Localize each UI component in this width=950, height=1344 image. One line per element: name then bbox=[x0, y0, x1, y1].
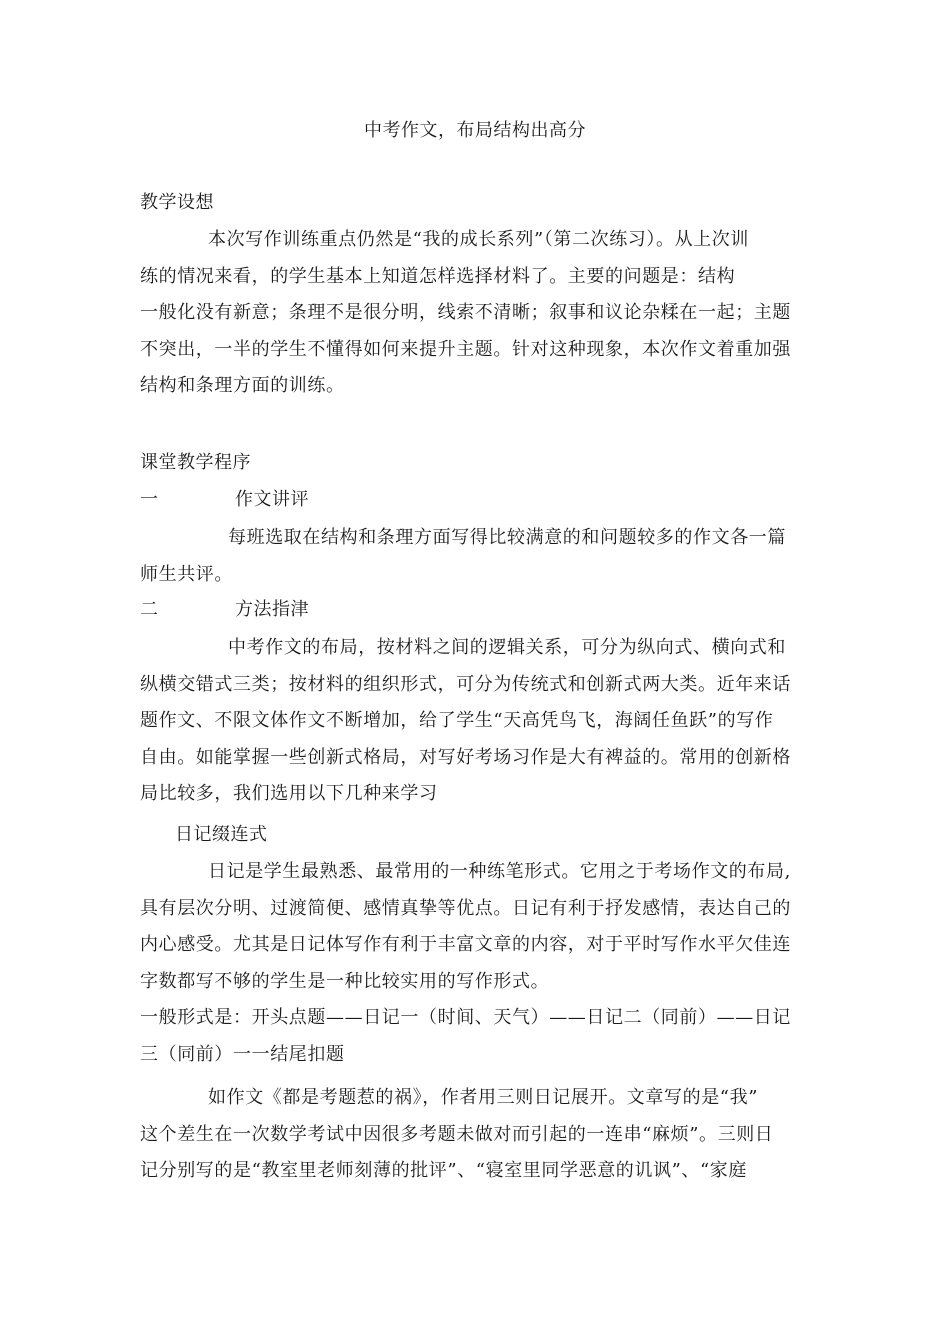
paragraph-line: 字数都写不够的学生是一种比较实用的写作形式。 bbox=[140, 970, 550, 992]
paragraph-line: 内心感受。尤其是日记体写作有利于丰富文章的内容，对于平时写作水平欠佳连 bbox=[140, 934, 791, 955]
paragraph-line: 日记是学生最熟悉、最常用的一种练笔形式。它用之于考场作文的布局, bbox=[208, 861, 791, 882]
paragraph-line: 如作文《都是考题惹的祸》，作者用三则日记展开。文章写的是“我” bbox=[208, 1087, 759, 1108]
paragraph-line: 师生共评。 bbox=[140, 563, 233, 585]
paragraph-line: 自由。如能掌握一些创新式格局，对写好考场习作是大有裨益的。常用的创新格 bbox=[140, 746, 791, 768]
example-paragraph bbox=[140, 1080, 820, 1190]
procedure-item-1 bbox=[140, 487, 309, 513]
item-label: 作文讲评 bbox=[235, 489, 309, 510]
paragraph-line: 本次写作训练重点仍然是“我的成长系列”（第二次练习）。从上次训 bbox=[208, 229, 750, 250]
paragraph-line: 这个差生在一次数学考试中因很多考题未做对而引起的一连串“麻烦”。三则日 bbox=[140, 1123, 774, 1145]
paragraph-line: 不突出，一半的学生不懂得如何来提升主题。针对这种现象，本次作文着重加强 bbox=[140, 338, 791, 360]
paragraph-line: 练的情况来看，的学生基本上知道怎样选择材料了。主要的问题是：结构 bbox=[140, 265, 736, 287]
paragraph-line: 三（同前）一一结尾扣题 bbox=[140, 1043, 345, 1065]
paragraph-line: 每班选取在结构和条理方面写得比较满意的和问题较多的作文各一篇 bbox=[228, 527, 786, 548]
paragraph-line: 纵横交错式三类；按材料的组织形式，可分为传统式和创新式两大类。近年来话 bbox=[140, 673, 791, 695]
item-number: 二 bbox=[140, 599, 159, 620]
diary-paragraph bbox=[140, 854, 820, 1073]
section-heading-teaching-idea: 教学设想 bbox=[140, 192, 214, 213]
paragraph-line: 中考作文的布局，按材料之间的逻辑关系，可分为纵向式、横向式和 bbox=[228, 637, 786, 658]
sub-heading-diary: 日记缀连式 bbox=[175, 824, 268, 845]
teaching-idea-paragraph bbox=[140, 222, 820, 405]
item-label: 方法指津 bbox=[235, 599, 309, 620]
procedure-item-2 bbox=[140, 597, 309, 623]
paragraph-line: 局比较多，我们选用以下几种来学习 bbox=[140, 783, 438, 804]
section-heading-classroom-procedure: 课堂教学程序 bbox=[140, 452, 251, 473]
item2-paragraph bbox=[140, 630, 820, 813]
item1-paragraph bbox=[140, 520, 820, 593]
item-number: 一 bbox=[140, 489, 159, 510]
paragraph-line: 具有层次分明、过渡简便、感情真挚等优点。日记有利于抒发感情，表达自己的 bbox=[140, 897, 791, 919]
document-title: 中考作文，布局结构出高分 bbox=[364, 120, 586, 141]
paragraph-line: 一般化没有新意；条理不是很分明，线索不清晰；叙事和议论杂糅在一起；主题 bbox=[140, 302, 791, 323]
paragraph-line: 一般形式是：开头点题——日记一（时间、天气）——日记二（同前）——日记 bbox=[140, 1007, 791, 1028]
paragraph-line: 记分别写的是“教室里老师刻薄的批评”、“寝室里同学恶意的讥讽”、“家庭 bbox=[140, 1160, 748, 1181]
paragraph-line: 结构和条理方面的训练。 bbox=[140, 375, 345, 396]
paragraph-line: 题作文、不限文体作文不断增加，给了学生“天高凭鸟飞，海阔任鱼跃”的写作 bbox=[140, 710, 774, 731]
